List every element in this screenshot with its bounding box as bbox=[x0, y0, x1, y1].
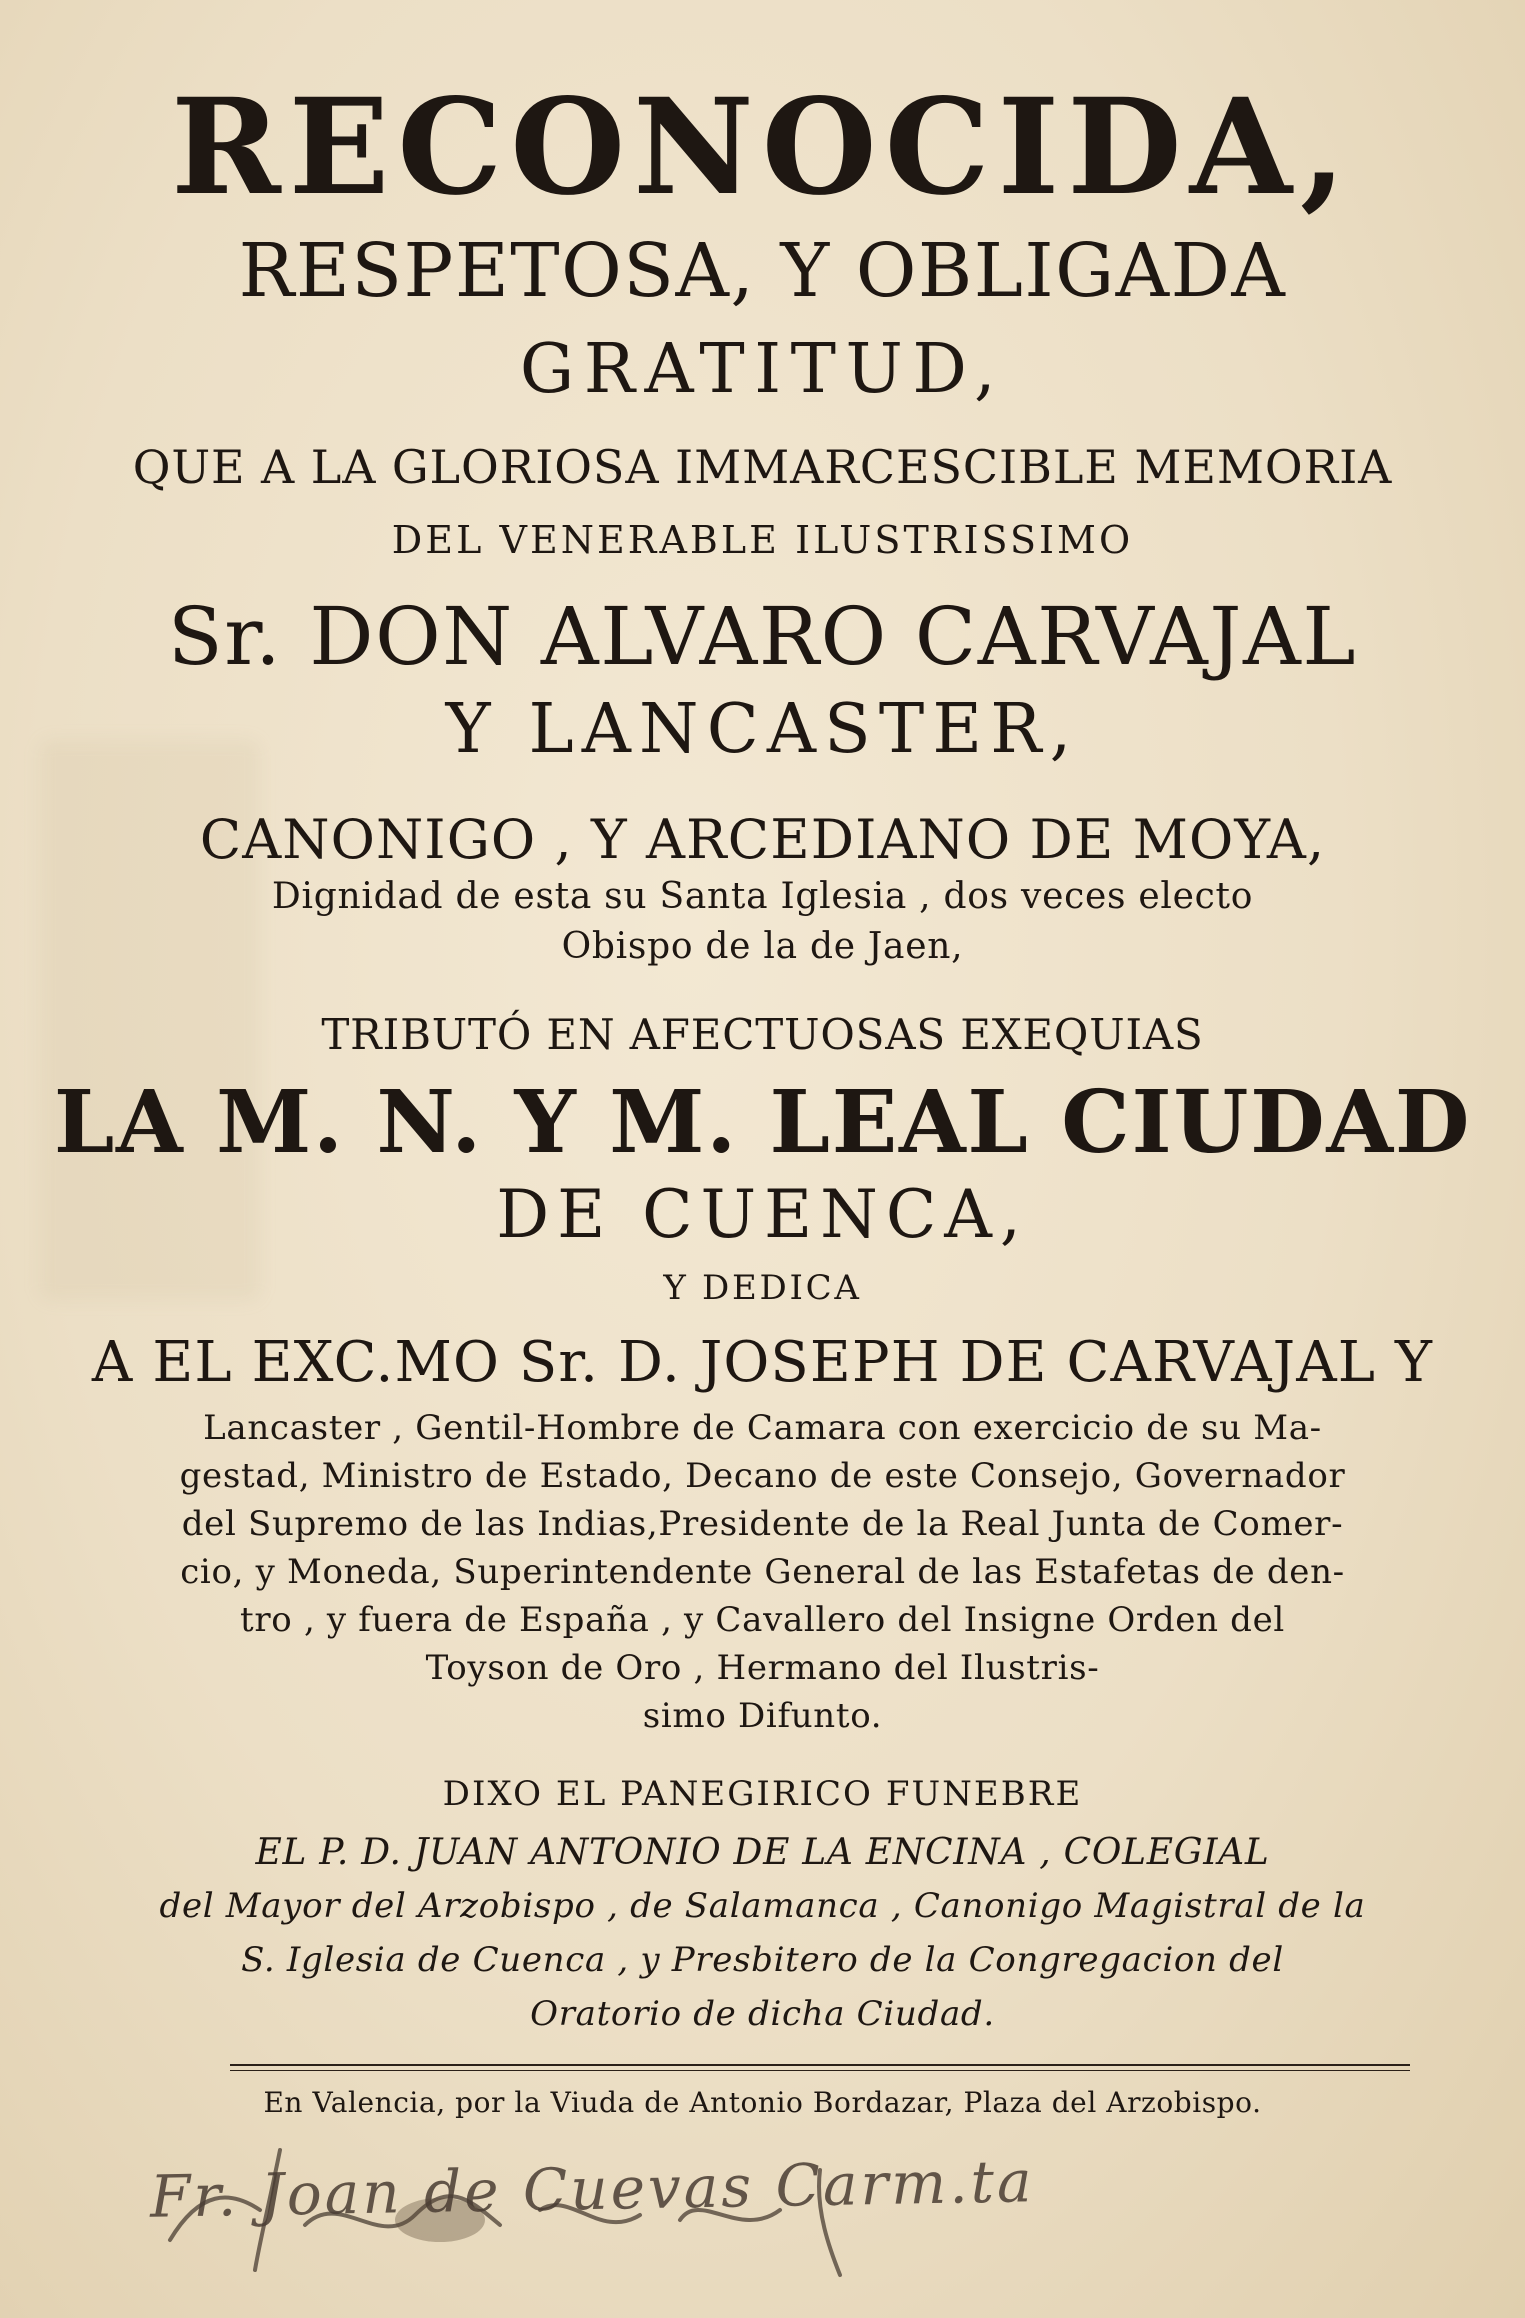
author-line-1: EL P. D. JUAN ANTONIO DE LA ENCINA , COLEGIAL bbox=[255, 1832, 1270, 1873]
honoree-office-2: Dignidad de esta su Santa Iglesia , dos veces electo bbox=[271, 876, 1254, 917]
patron-body-line-6: Toyson de Oro , Hermano del Ilustris- bbox=[425, 1648, 1100, 1688]
patron-heading: A EL EXC.MO Sr. D. JOSEPH DE CARVAJAL Y bbox=[91, 1330, 1434, 1395]
tribute-line-1: TRIBUTÓ EN AFECTUOSAS EXEQUIAS bbox=[321, 1010, 1204, 1059]
subtitle-line-1: RESPETOSA, Y OBLIGADA bbox=[238, 228, 1287, 314]
author-line-4: Oratorio de dicha Ciudad. bbox=[530, 1994, 995, 2034]
author-heading: DIXO EL PANEGIRICO FUNEBRE bbox=[442, 1774, 1083, 1814]
honoree-name-2: Y LANCASTER, bbox=[445, 690, 1080, 769]
patron-body-line-2: gestad, Ministro de Estado, Decano de este Consejo, Governador bbox=[179, 1456, 1346, 1496]
author-line-3: S. Iglesia de Cuenca , y Presbitero de la Congregacion del bbox=[241, 1940, 1284, 1980]
subtitle-line-2: GRATITUD, bbox=[519, 330, 1006, 409]
imprint: En Valencia, por la Viuda de Antonio Bordazar, Plaza del Arzobispo. bbox=[263, 2086, 1262, 2119]
patron-body-line-5: tro , y fuera de España , y Cavallero del Insigne Orden del bbox=[240, 1600, 1285, 1640]
tribute-line-3: DE CUENCA, bbox=[496, 1176, 1029, 1253]
honoree-name-1: Sr. DON ALVARO CARVAJAL bbox=[167, 590, 1358, 683]
patron-body-line-4: cio, y Moneda, Superintendente General de las Estafetas de den- bbox=[180, 1552, 1345, 1592]
honoree-office-3: Obispo de la de Jaen, bbox=[561, 926, 964, 967]
tribute-line-2: LA M. N. Y M. LEAL CIUDAD bbox=[53, 1072, 1472, 1173]
dedication-line-2: DEL VENERABLE ILUSTRISSIMO bbox=[391, 518, 1134, 562]
patron-body-line-1: Lancaster , Gentil-Hombre de Camara con exercicio de su Ma- bbox=[203, 1408, 1322, 1448]
honoree-office-1: CANONIGO , Y ARCEDIANO DE MOYA, bbox=[199, 808, 1326, 871]
dedication-line-1: QUE A LA GLORIOSA IMMARCESCIBLE MEMORIA bbox=[132, 440, 1393, 494]
imprint-rule bbox=[230, 2064, 1410, 2071]
patron-body-line-3: del Supremo de las Indias,Presidente de la Real Junta de Comer- bbox=[181, 1504, 1344, 1544]
author-line-2: del Mayor del Arzobispo , de Salamanca , Canonigo Magistral de la bbox=[159, 1886, 1366, 1926]
patron-body-line-7: simo Difunto. bbox=[642, 1696, 883, 1736]
tribute-line-4: Y DEDICA bbox=[663, 1268, 862, 1308]
signature-text: Fr. Joan de Cuevas Carm.ta bbox=[149, 2147, 1036, 2231]
main-title: RECONOCIDA, bbox=[171, 70, 1354, 225]
